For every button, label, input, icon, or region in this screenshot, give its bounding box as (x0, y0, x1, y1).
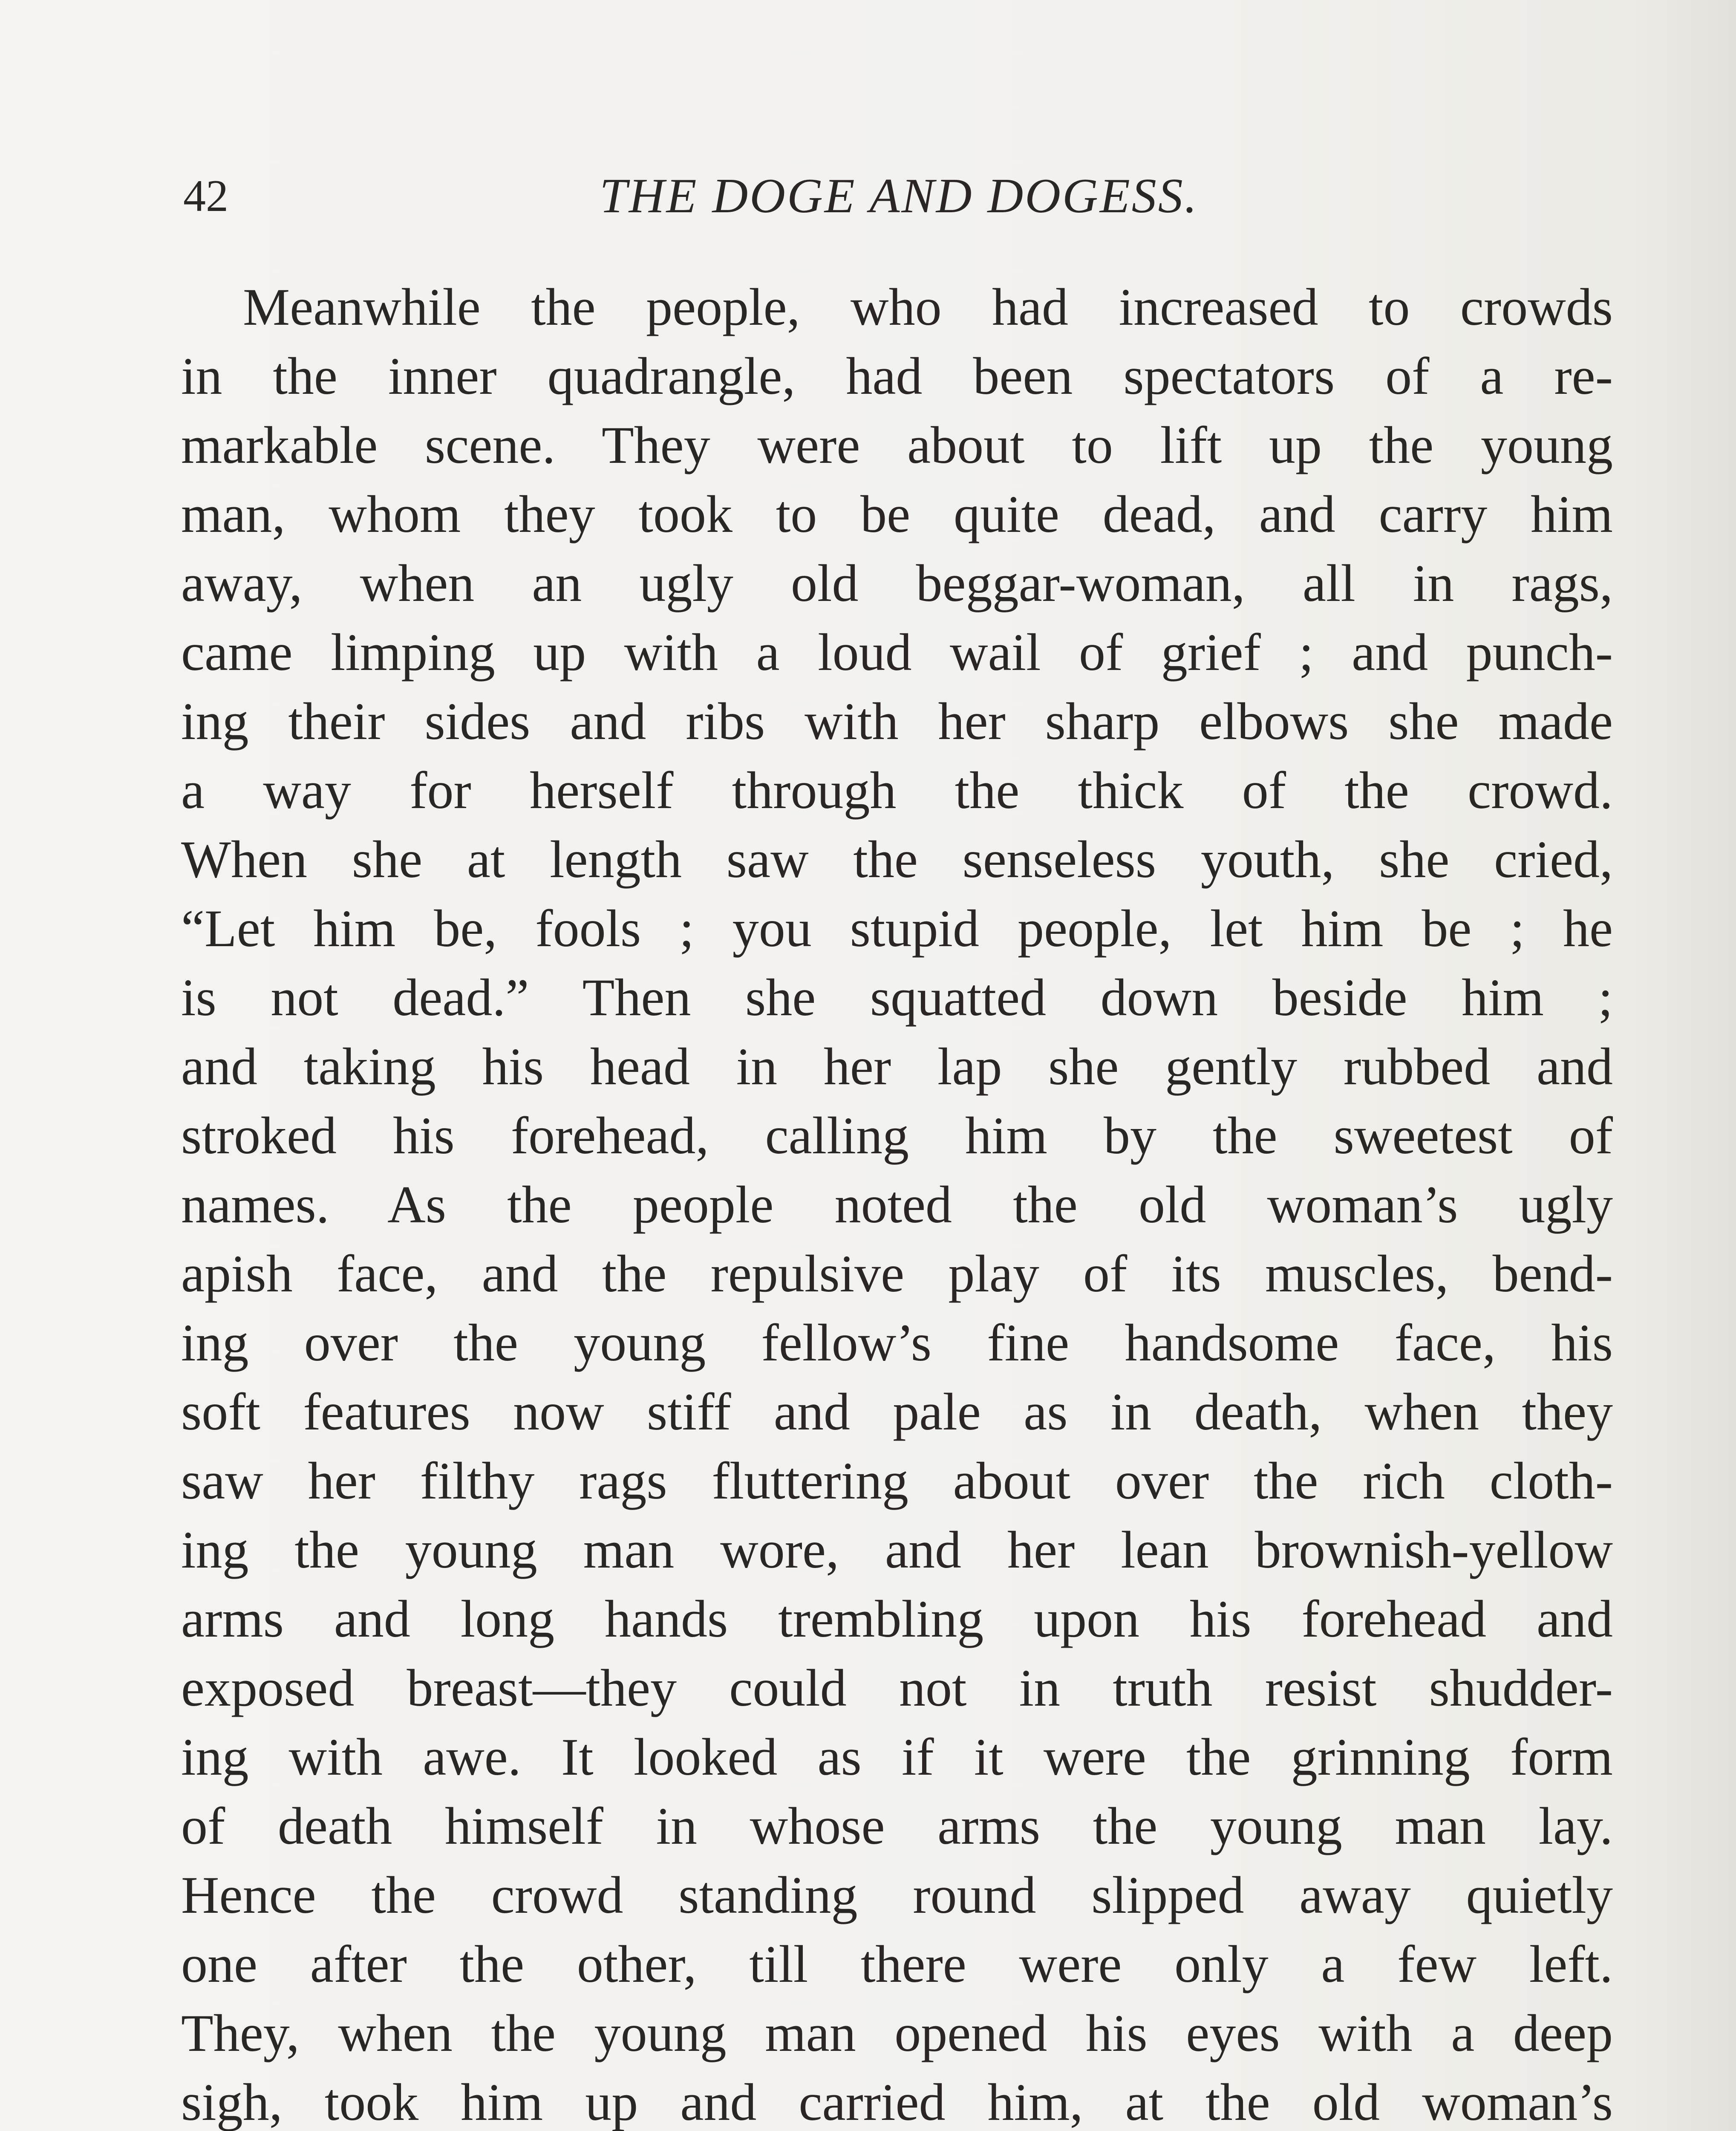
text-line: in the inner quadrangle, had been spectators of a re- (181, 347, 1613, 405)
running-title: THE DOGE AND DOGESS. (600, 169, 1199, 223)
page-number: 42 (183, 171, 228, 221)
text-line: “Let him be, fools ; you stupid people, let him be ; he (181, 899, 1613, 958)
text-line: ing over the young fellow’s fine handsome face, his (181, 1314, 1613, 1372)
text-line: of death himself in whose arms the young man lay. (181, 1797, 1613, 1855)
text-line: exposed breast—they could not in truth resist shudder- (181, 1659, 1613, 1717)
text-line: is not dead.” Then she squatted down beside him ; (181, 968, 1613, 1027)
text-line: one after the other, till there were only a few left. (181, 1935, 1613, 1993)
text-line: ing their sides and ribs with her sharp elbows she made (181, 692, 1613, 751)
text-line: Hence the crowd standing round slipped away quietly (181, 1866, 1613, 1924)
body-text (181, 273, 1613, 2131)
text-line: ing the young man wore, and her lean brownish-yellow (181, 1521, 1613, 1579)
page-header (183, 162, 1615, 230)
text-line: away, when an ugly old beggar-woman, all in rags, (181, 554, 1613, 612)
text-line: names. As the people noted the old woman’s ugly (181, 1175, 1613, 1234)
text-line: markable scene. They were about to lift up the young (181, 416, 1613, 474)
text-line: soft features now stiff and pale as in death, when they (181, 1383, 1613, 1441)
text-line: man, whom they took to be quite dead, and carry him (181, 485, 1613, 543)
text-line: apish face, and the repulsive play of its muscles, bend- (181, 1245, 1613, 1303)
text-line: Meanwhile the people, who had increased to crowds (243, 278, 1613, 336)
text-line: ing with awe. It looked as if it were the grinning form (181, 1728, 1613, 1786)
text-line: and taking his head in her lap she gently rubbed and (181, 1037, 1613, 1096)
text-line: a way for herself through the thick of the crowd. (181, 761, 1613, 820)
text-line: came limping up with a loud wail of grief ; and punch- (181, 623, 1613, 681)
text-line: saw her filthy rags fluttering about over the rich cloth- (181, 1452, 1613, 1510)
text-line: They, when the young man opened his eyes with a deep (181, 2004, 1613, 2062)
text-line: stroked his forehead, calling him by the sweetest of (181, 1106, 1613, 1165)
text-line: When she at length saw the senseless youth, she cried, (181, 830, 1613, 889)
text-line: arms and long hands trembling upon his forehead and (181, 1590, 1613, 1648)
text-line: sigh, took him up and carried him, at the old woman’s (181, 2073, 1613, 2131)
